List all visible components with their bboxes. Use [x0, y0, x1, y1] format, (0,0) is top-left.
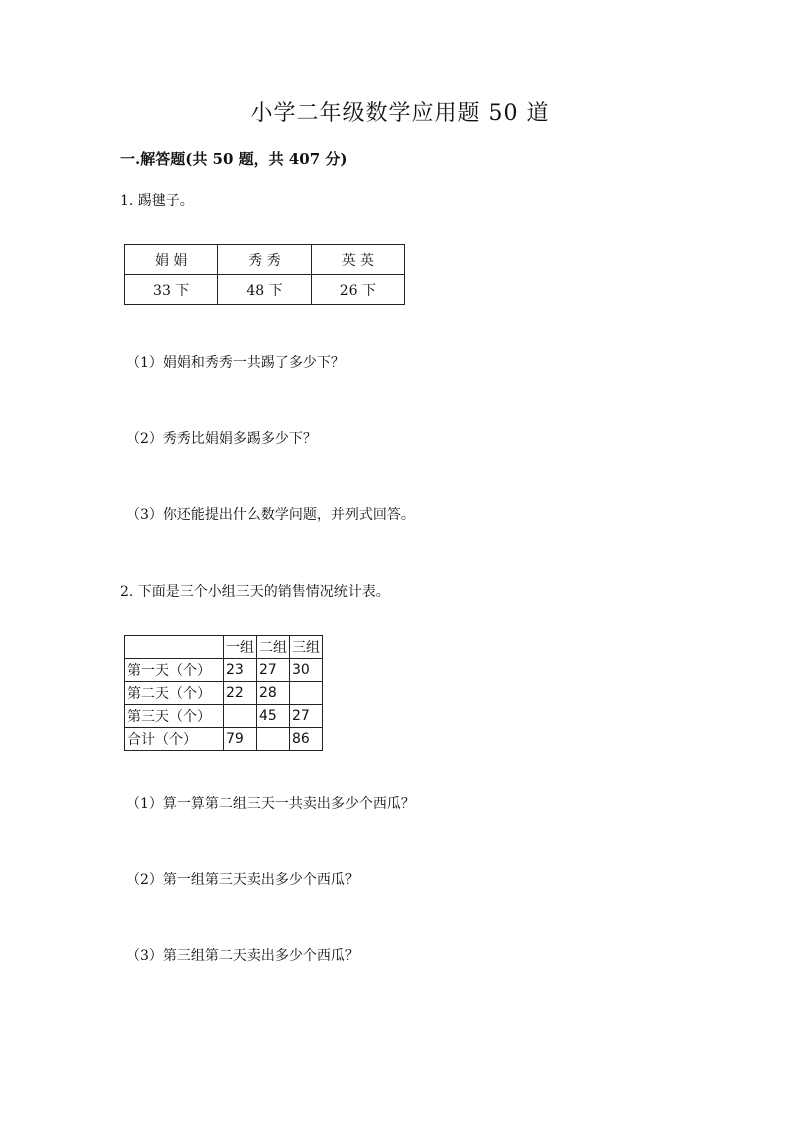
question-2-sub-1: （1）算一算第二组三天一共卖出多少个西瓜？ — [126, 796, 415, 812]
table-cell: 27 — [290, 705, 323, 728]
section-heading: 一.解答题(共 50 题，共 407 分) — [120, 150, 348, 168]
table-row — [125, 659, 323, 682]
question-1-sub-2: （2）秀秀比娟娟多踢多少下？ — [126, 431, 317, 447]
table-row-label: 第二天（个） — [125, 682, 224, 705]
table-row — [125, 728, 323, 751]
question-1-sub-3: （3）你还能提出什么数学问题，并列式回答。 — [126, 507, 415, 523]
table-row — [125, 636, 323, 659]
table-row-label: 第三天（个） — [125, 705, 224, 728]
table-row — [125, 275, 405, 305]
table-corner-cell — [125, 636, 224, 659]
table-cell: 英 英 — [311, 245, 404, 275]
question-2-text: 2. 下面是三个小组三天的销售情况统计表。 — [120, 584, 390, 600]
table-row — [125, 682, 323, 705]
table-cell: 86 — [290, 728, 323, 751]
table-cell: 23 — [224, 659, 257, 682]
table-cell: 27 — [257, 659, 290, 682]
table-row — [125, 245, 405, 275]
question-1-table — [124, 244, 405, 305]
table-header-cell: 二组 — [257, 636, 290, 659]
table-row — [125, 705, 323, 728]
question-1-sub-1: （1）娟娟和秀秀一共踢了多少下？ — [126, 355, 345, 371]
table-cell: 79 — [224, 728, 257, 751]
table-cell: 26 下 — [311, 275, 404, 305]
table-cell: 33 下 — [125, 275, 218, 305]
page-title: 小学二年级数学应用题 50 道 — [250, 101, 550, 126]
table-cell: 28 — [257, 682, 290, 705]
table-row-label: 合计（个） — [125, 728, 224, 751]
table-cell — [224, 705, 257, 728]
table-cell — [257, 728, 290, 751]
table-cell: 娟 娟 — [125, 245, 218, 275]
question-2-table — [124, 635, 323, 751]
table-cell: 45 — [257, 705, 290, 728]
table-header-cell: 一组 — [224, 636, 257, 659]
question-2-sub-3: （3）第三组第二天卖出多少个西瓜？ — [126, 948, 359, 964]
table-header-cell: 三组 — [290, 636, 323, 659]
question-2-sub-2: （2）第一组第三天卖出多少个西瓜？ — [126, 872, 359, 888]
question-1-text: 1. 踢毽子。 — [120, 193, 194, 209]
table-cell: 30 — [290, 659, 323, 682]
table-cell: 秀 秀 — [218, 245, 311, 275]
table-row-label: 第一天（个） — [125, 659, 224, 682]
table-cell — [290, 682, 323, 705]
table-cell: 22 — [224, 682, 257, 705]
table-cell: 48 下 — [218, 275, 311, 305]
